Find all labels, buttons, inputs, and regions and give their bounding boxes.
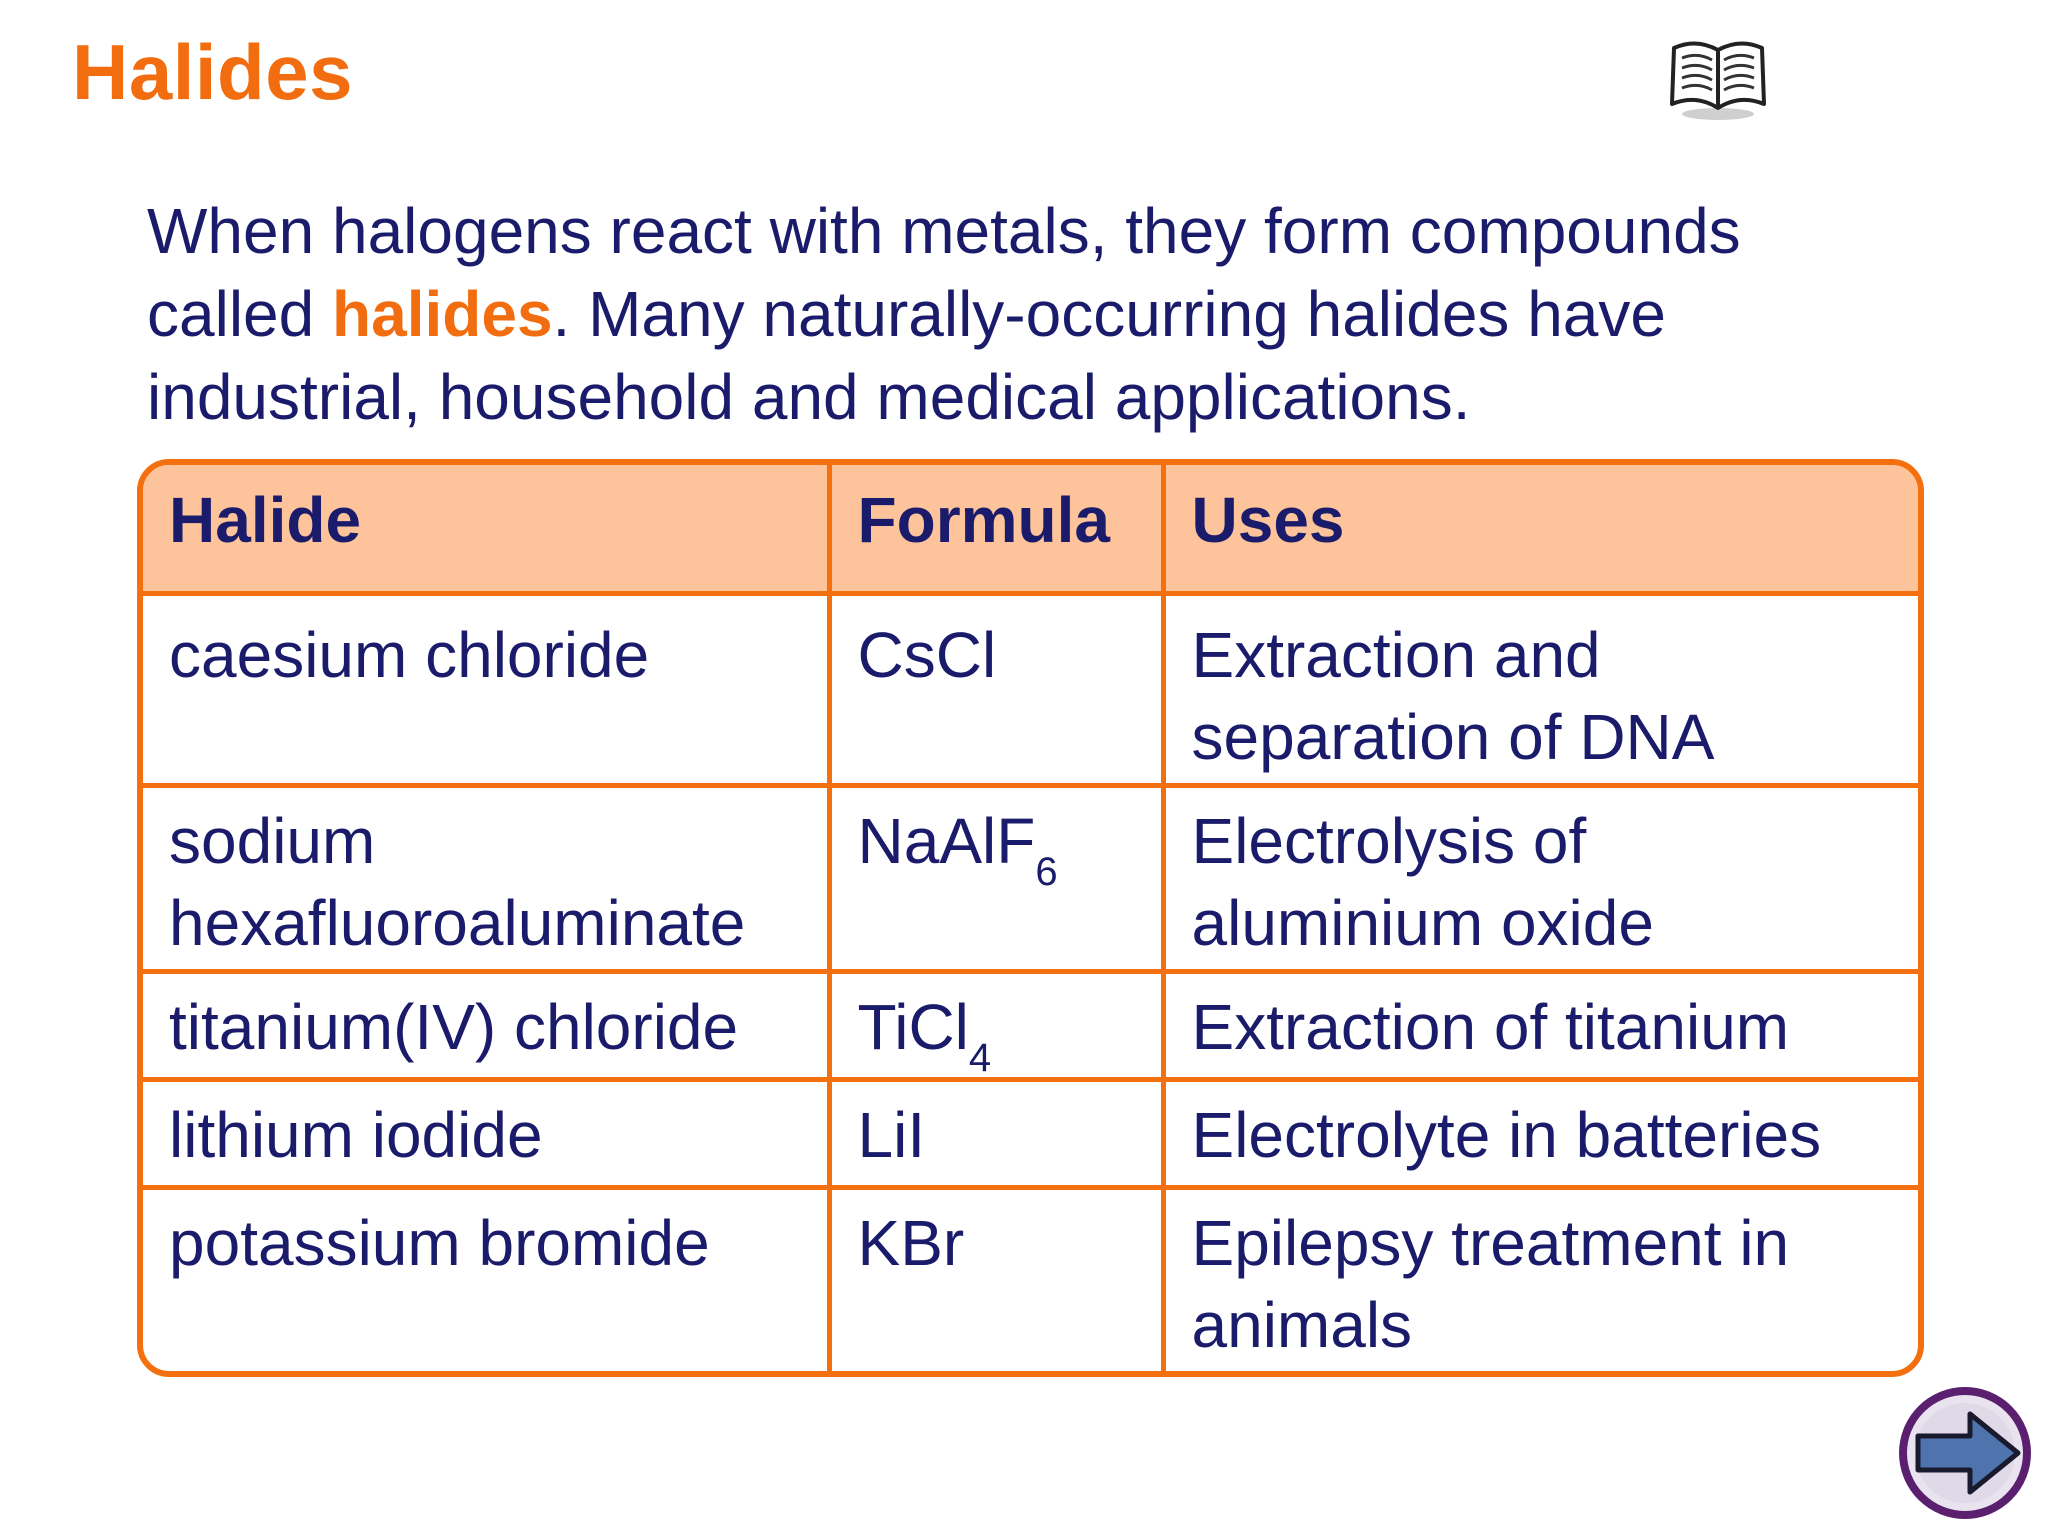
- intro-text-end: . Many naturally-occurring halides have industrial, household and medical applications.: [147, 278, 1666, 433]
- next-arrow-icon[interactable]: [1896, 1384, 2034, 1522]
- formula-subscript: 6: [1035, 850, 1058, 895]
- uses-cell: Extraction and separation of DNA: [1163, 594, 1918, 786]
- table-row: [143, 972, 1918, 1080]
- formula-base: LiI: [857, 1099, 926, 1172]
- table-header-row: [143, 465, 1918, 594]
- halide-cell: caesium chloride: [143, 594, 829, 786]
- intro-highlight: halides: [332, 278, 553, 350]
- table-row: [143, 1080, 1918, 1188]
- halide-cell: lithium iodide: [143, 1080, 829, 1188]
- halide-cell: titanium(IV) chloride: [143, 972, 829, 1080]
- formula-subscript: 4: [968, 1036, 992, 1081]
- uses-cell: Electrolysis of aluminium oxide: [1163, 786, 1918, 972]
- halide-cell: sodium hexafluoroaluminate: [143, 786, 829, 972]
- table-row: [143, 786, 1918, 972]
- intro-text-start: When halogens react with metals, they form compounds called: [147, 195, 1741, 350]
- slide-title: Halides: [72, 28, 353, 116]
- table-row: [143, 1187, 1918, 1371]
- formula-base: NaAlF: [857, 805, 1036, 878]
- header-halide: Halide: [143, 465, 829, 594]
- formula-base: KBr: [857, 1206, 965, 1279]
- uses-cell: Extraction of titanium: [1163, 972, 1918, 1080]
- formula-base: TiCl: [857, 991, 969, 1064]
- formula-cell: [829, 972, 1163, 1080]
- open-book-icon[interactable]: [1666, 30, 1770, 122]
- header-uses: Uses: [1163, 465, 1918, 594]
- uses-cell: Electrolyte in batteries: [1163, 1080, 1918, 1188]
- uses-cell: Epilepsy treatment in animals: [1163, 1187, 1918, 1371]
- formula-cell: [829, 594, 1163, 786]
- halides-table: [137, 459, 1924, 1377]
- formula-base: CsCl: [857, 619, 997, 691]
- header-formula: Formula: [829, 465, 1163, 594]
- formula-cell: [829, 786, 1163, 972]
- formula-cell: [829, 1187, 1163, 1371]
- formula-cell: [829, 1080, 1163, 1188]
- intro-paragraph: [147, 190, 1907, 439]
- table-row: [143, 594, 1918, 786]
- halide-cell: potassium bromide: [143, 1187, 829, 1371]
